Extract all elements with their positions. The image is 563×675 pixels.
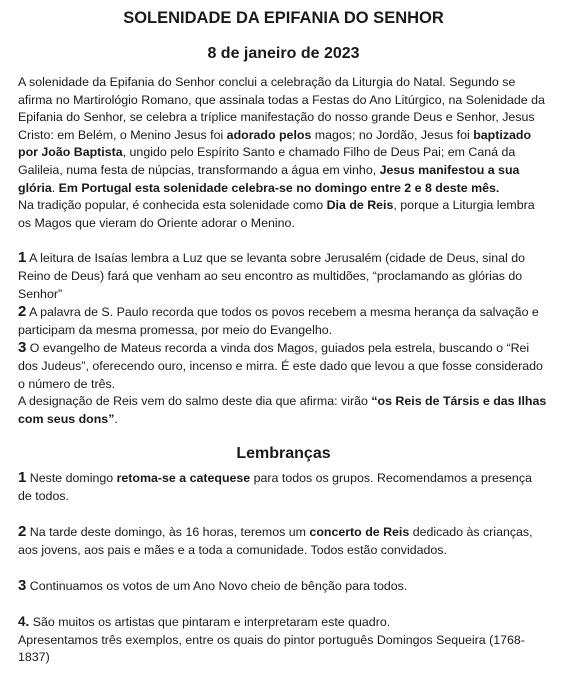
- intro-paragraph: [18, 74, 549, 197]
- lembranca-item: [18, 613, 549, 632]
- lembranca-bold: concerto de Reis: [309, 525, 410, 540]
- spacer: [18, 505, 549, 523]
- readings-list: [18, 249, 549, 428]
- reading-text: O evangelho de Mateus recorda a vinda dos Magos, guiados pela estrela, buscando o “Rei dos Judeus”, oferecendo ouro, incenso e mirra. É este dado que levou a que fosse considerado o número de três.: [18, 341, 543, 391]
- reading-text: A leitura de Isaías lembra a Luz que se levanta sobre Jerusalém (cidade de Deus, sinal do Reino de Deus) fará que venham ao seu encontro as multidões, “proclamando as glórias do Senhor”: [18, 251, 526, 301]
- lembrancas-heading: Lembranças: [236, 445, 331, 463]
- intro-text: .: [51, 180, 59, 195]
- lembranca-text: Neste domingo: [26, 471, 117, 486]
- tradition-paragraph: [18, 197, 549, 232]
- tradition-text: Na tradição popular, é conhecida esta solenidade como: [18, 198, 327, 213]
- intro-bold: Jesus manifestou a sua glória: [18, 162, 520, 195]
- designation-paragraph: [18, 393, 549, 428]
- lembranca-text: Continuamos os votos de um Ano Novo cheio de bênção para todos.: [26, 578, 408, 593]
- reading-item: [18, 303, 549, 339]
- intro-bold: baptizado por João Baptista: [18, 127, 532, 160]
- lembranca-number: 2: [18, 523, 27, 541]
- lembranca-item: [18, 523, 549, 559]
- lembrancas-list: [18, 469, 549, 667]
- designation-bold: “os Reis de Társis e das Ilhas com seus dons”: [18, 394, 547, 426]
- lembranca-number: 1: [18, 469, 27, 487]
- lembranca-item: [18, 469, 549, 505]
- lembranca-text: para todos os grupos. Recomendamos a presença de todos.: [18, 471, 532, 503]
- page-title: SOLENIDADE DA EPIFANIA DO SENHOR: [123, 9, 444, 27]
- reading-item: [18, 249, 549, 303]
- tradition-text: , porque a Liturgia lembra os Magos que vieram do Oriente adorar o Menino.: [18, 198, 535, 230]
- spacer: [18, 559, 549, 577]
- designation-text: A designação de Reis vem do salmo deste dia que afirma: virão: [18, 394, 372, 409]
- intro-bold: adorado pelos: [226, 127, 312, 142]
- lembranca-bold: retoma-se a catequese: [116, 471, 251, 486]
- lembranca-text: dedicado às crianças, aos jovens, aos pais e mães e a toda a comunidade. Todos estão convidados.: [18, 525, 533, 557]
- lembranca-text: Na tarde deste domingo, às 16 horas, teremos um: [26, 525, 310, 540]
- lembranca-number: 3: [18, 576, 27, 594]
- designation-end: .: [114, 411, 118, 426]
- reading-number: 3: [18, 339, 27, 357]
- reading-number: 2: [18, 303, 27, 321]
- intro-text: , ungido pelo Espírito Santo e chamado Filho de Deus Pai; em Caná da Galileia, numa festa de núpcias, transformando a água em vinho,: [18, 145, 516, 177]
- reading-number: 1: [18, 249, 27, 267]
- intro-text: A solenidade da Epifania do Senhor conclui a celebração da Liturgia do Natal. Segundo se afirma no Martirológio Romano, que assinala todas a Festas do Ano Litúrgico, na Solenidade da Epifania do Senhor, se celebra a tríplice manifestação do nosso grande Deus e Senhor, Jesus Cristo: em Belém, o Menino Jesus foi: [18, 75, 545, 142]
- page-date: 8 de janeiro de 2023: [207, 45, 360, 62]
- reading-text: A palavra de S. Paulo recorda que todos os povos recebem a mesma herança da salvação e participam da mesma promessa, por meio do Evangelho.: [18, 305, 539, 337]
- lembranca-item: [18, 577, 549, 596]
- spacer: [18, 595, 549, 613]
- intro-bold: Em Portugal esta solenidade celebra-se no domingo entre 2 e 8 deste mês.: [58, 180, 500, 195]
- lembranca-number: 4.: [18, 614, 30, 630]
- reading-item: [18, 339, 549, 393]
- tradition-bold: Dia de Reis: [326, 198, 394, 213]
- lembranca-continuation: Apresentamos três exemplos, entre os quais do pintor português Domingos Sequeira (1768-1837): [18, 632, 525, 665]
- intro-text: magos; no Jordão, Jesus foi: [311, 127, 474, 142]
- lembranca-text: São muitos os artistas que pintaram e interpretaram este quadro.: [29, 615, 391, 630]
